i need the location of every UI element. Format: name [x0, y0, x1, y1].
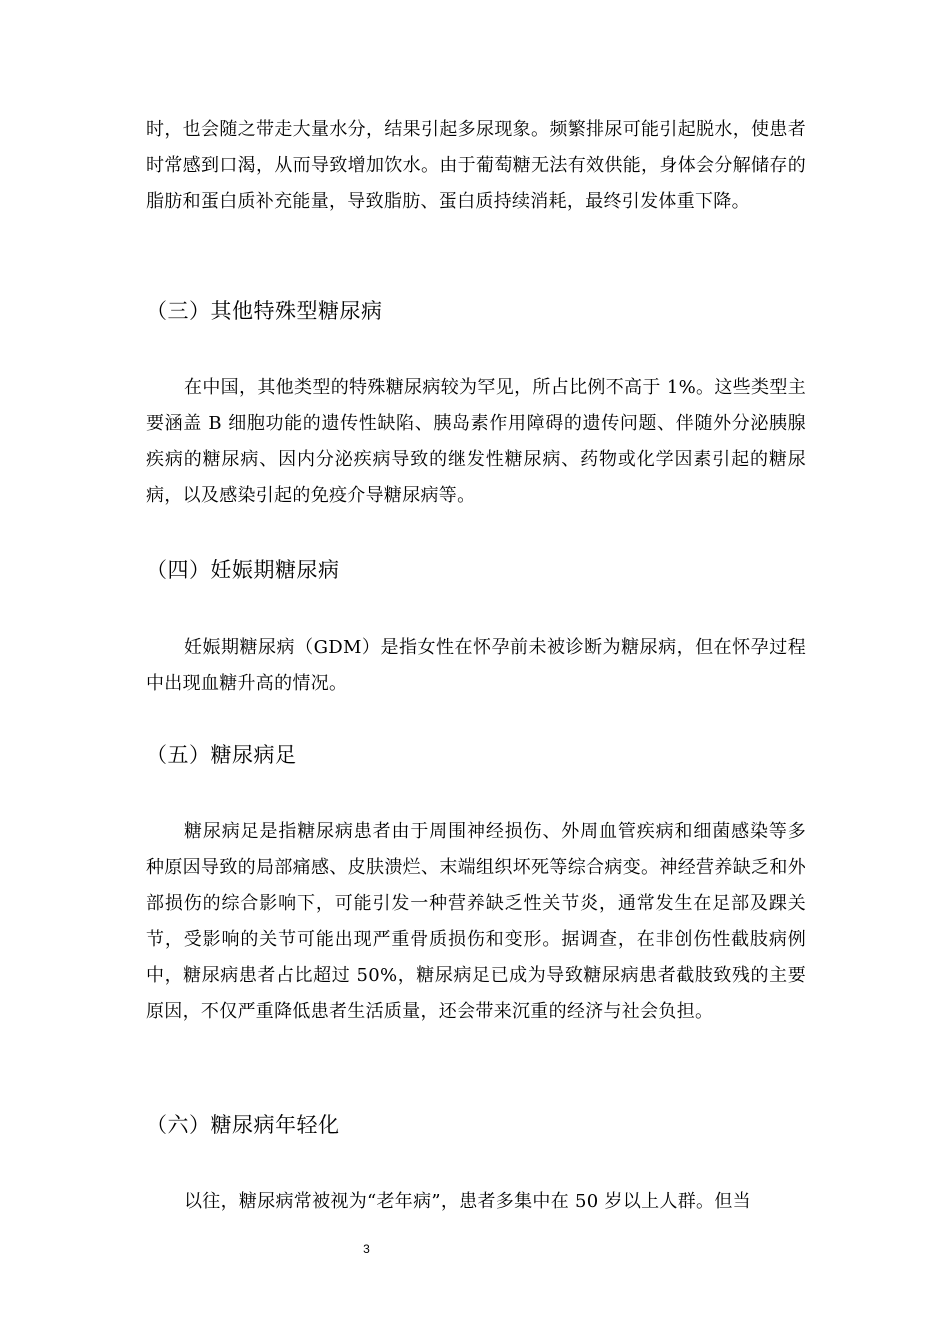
page-number: 3 [363, 1242, 370, 1256]
section-heading-diabetic-foot: （五）糖尿病足 [146, 743, 297, 767]
continuation-paragraph: 时，也会随之带走大量水分，结果引起多尿现象。频繁排尿可能引起脱水，使患者时常感到口渴，从而导致增加饮水。由于葡萄糖无法有效供能，身体会分解储存的脂肪和蛋白质补充能量，导致脂肪、蛋白质持续消耗，最终引发体重下降。 [146, 119, 806, 212]
paragraph-younger-onset: 以往，糖尿病常被视为“老年病”，患者多集中在 50 岁以上人群。但当 [184, 1191, 751, 1212]
paragraph-other-special-types: 在中国，其他类型的特殊糖尿病较为罕见，所占比例不高于 1%。这些类型主要涵盖 B 细胞功能的遗传性缺陷、胰岛素作用障碍的遗传问题、伴随外分泌胰腺疾病的糖尿病、因内分泌疾病导致的继发性糖尿病、药物或化学因素引起的糖尿病，以及感染引起的免疫介导糖尿病等。 [146, 377, 806, 506]
section-heading-gestational-diabetes: （四）妊娠期糖尿病 [146, 558, 340, 582]
section-heading-younger-onset: （六）糖尿病年轻化 [146, 1113, 340, 1137]
section-heading-other-special-types: （三）其他特殊型糖尿病 [146, 299, 383, 323]
paragraph-gestational-diabetes: 妊娠期糖尿病（GDM）是指女性在怀孕前未被诊断为糖尿病，但在怀孕过程中出现血糖升高的情况。 [146, 637, 806, 694]
paragraph-diabetic-foot: 糖尿病足是指糖尿病患者由于周围神经损伤、外周血管疾病和细菌感染等多种原因导致的局部痛感、皮肤溃烂、末端组织坏死等综合病变。神经营养缺乏和外部损伤的综合影响下，可能引发一种营养缺乏性关节炎，通常发生在足部及踝关节，受影响的关节可能出现严重骨质损伤和变形。据调查，在非创伤性截肢病例中，糖尿病患者占比超过 50%，糖尿病足已成为导致糖尿病患者截肢致残的主要原因，不仅严重降低患者生活质量，还会带来沉重的经济与社会负担。 [146, 821, 806, 1022]
